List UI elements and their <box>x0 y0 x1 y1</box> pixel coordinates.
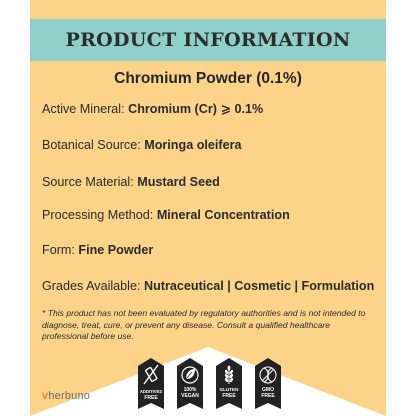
brand-logo-name: herbuno <box>48 390 91 402</box>
badge-vegan <box>176 357 204 412</box>
brand-logo-mark: v <box>42 390 49 402</box>
badge-line-2: FREE <box>144 395 158 401</box>
badge-line-2: FREE <box>261 393 275 399</box>
card-bottom-notch <box>30 343 386 416</box>
detail-label: Active Mineral: <box>42 102 125 116</box>
detail-label: Processing Method: <box>42 208 154 222</box>
detail-label: Botanical Source: <box>42 138 141 152</box>
detail-label: Source Material: <box>42 175 134 189</box>
detail-value: Mustard Seed <box>137 175 220 189</box>
detail-value: Mineral Concentration <box>156 208 290 222</box>
disclaimer-text: * This product has not been evaluated by regulatory authorities and is not intended to diagnose, treat, cure, or prevent any disease. Consult a qualified healthcare professional before use. <box>42 308 366 341</box>
badge-line-1: GLUTEN <box>219 387 239 392</box>
detail-value: Nutraceutical | Cosmetic | Formulation <box>143 279 375 293</box>
badge-line-1: 100% <box>183 387 197 393</box>
product-name: Chromium Powder (0.1%) <box>114 70 302 87</box>
badge-line-2: VEGAN <box>181 393 199 399</box>
badge-gluten-free <box>215 357 243 412</box>
detail-value: Moringa oleifera <box>144 138 242 152</box>
page-title: PRODUCT INFORMATION <box>65 29 351 51</box>
badge-line-1: GMO <box>262 387 274 393</box>
detail-label: Grades Available: <box>42 279 141 293</box>
badge-line-2: FREE <box>222 393 236 399</box>
badge-additives-free <box>137 357 165 412</box>
badge-gmo-free <box>254 357 282 412</box>
detail-row-source-material <box>42 175 382 189</box>
detail-row-grades-available <box>42 279 382 293</box>
detail-label: Form: <box>42 243 75 257</box>
detail-row-active-mineral <box>42 101 382 116</box>
detail-row-botanical-source <box>42 138 382 152</box>
detail-value: Chromium (Cr) ⩾ 0.1% <box>128 102 264 116</box>
brand-logo <box>42 390 90 402</box>
detail-row-processing-method <box>42 208 382 222</box>
badge-line-1: ADDITIVES <box>139 389 163 394</box>
detail-value: Fine Powder <box>78 243 154 257</box>
detail-row-form <box>42 243 382 257</box>
